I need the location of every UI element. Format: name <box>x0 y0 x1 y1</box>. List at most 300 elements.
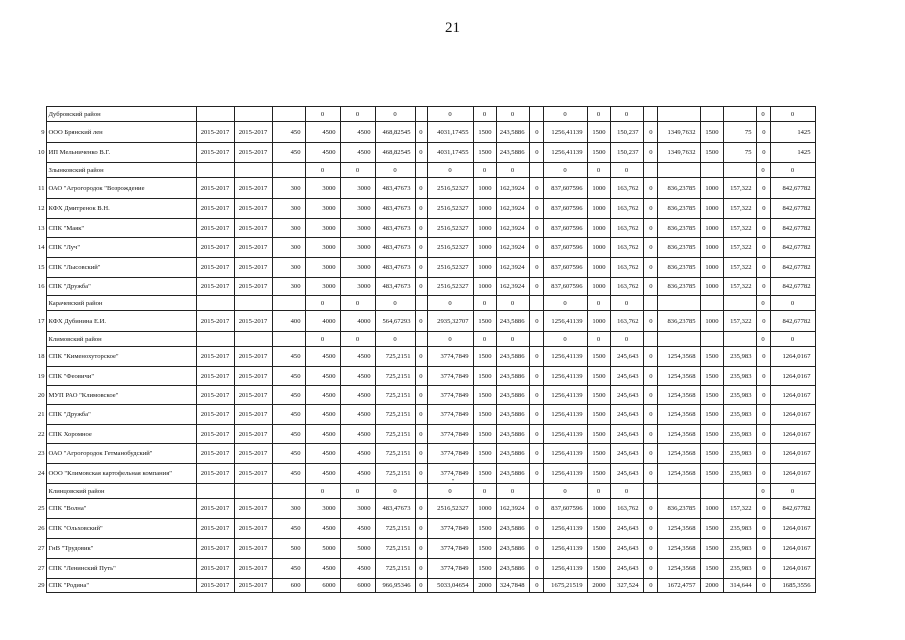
table-cell: 5000 <box>340 539 375 559</box>
row-number: 19 <box>37 372 45 380</box>
region-cell <box>657 296 700 311</box>
table-cell: 1500 <box>700 464 723 484</box>
table-cell: 0 <box>529 405 543 425</box>
table-cell: 1500 <box>587 444 610 464</box>
region-cell: 0 <box>375 163 415 178</box>
region-cell: 0 <box>496 332 529 347</box>
table-cell: 245,643 <box>610 425 643 444</box>
table-cell: 0 <box>415 311 427 332</box>
table-cell: 0 <box>529 464 543 484</box>
table-cell: 2015-2017 <box>234 444 272 464</box>
table-cell: 1500 <box>700 425 723 444</box>
table-cell: 2015-2017 <box>234 278 272 296</box>
table-cell: 0 <box>643 519 657 539</box>
table-cell: 235,983 <box>723 559 756 579</box>
table-cell: 2935,32707 <box>427 311 473 332</box>
table-cell: 1500 <box>700 559 723 579</box>
table-cell: 1256,41139 <box>543 425 587 444</box>
region-cell: 0 <box>305 296 340 311</box>
region-cell <box>272 296 305 311</box>
table-cell: 1349,7632 <box>657 143 700 163</box>
table-cell: 2015-2017 <box>196 238 234 258</box>
table-cell: 3000 <box>305 178 340 199</box>
region-cell: 0 <box>473 107 496 122</box>
table-cell: 235,983 <box>723 425 756 444</box>
region-cell <box>415 296 427 311</box>
table-cell: 1500 <box>700 143 723 163</box>
region-cell <box>723 484 756 499</box>
region-cell <box>643 296 657 311</box>
table-cell: 3774,7849 <box>427 519 473 539</box>
table-cell: 0 <box>643 539 657 559</box>
table-cell: 837,607596 <box>543 199 587 219</box>
region-cell <box>700 332 723 347</box>
table-cell: 300 <box>272 178 305 199</box>
table-cell: 157,322 <box>723 278 756 296</box>
table-cell: 1254,3568 <box>657 559 700 579</box>
table-cell: 0 <box>756 199 770 219</box>
table-cell: 0 <box>643 258 657 278</box>
region-cell <box>700 107 723 122</box>
table-cell: 2516,52327 <box>427 499 473 519</box>
table-cell: 1256,41139 <box>543 386 587 405</box>
table-cell: 162,3924 <box>496 499 529 519</box>
table-cell: 0 <box>756 219 770 238</box>
organization-name: ООО "Климовская картофельная компания" <box>46 464 196 484</box>
table-cell: 483,47673 <box>375 238 415 258</box>
table-cell: 0 <box>756 258 770 278</box>
table-cell: 1500 <box>473 367 496 386</box>
table-cell: 0 <box>756 405 770 425</box>
table-cell: 483,47673 <box>375 258 415 278</box>
table-cell: 836,23785 <box>657 311 700 332</box>
table-cell: 1256,41139 <box>543 559 587 579</box>
table-cell: 725,2151 <box>375 444 415 464</box>
table-cell: 450 <box>272 519 305 539</box>
table-cell: 3774,7849 <box>427 559 473 579</box>
region-cell: 0 <box>756 163 770 178</box>
table-cell: 0 <box>756 539 770 559</box>
table-cell: 0 <box>415 258 427 278</box>
table-cell: 1500 <box>473 519 496 539</box>
region-cell: 0 <box>473 296 496 311</box>
table-cell: 4500 <box>340 519 375 539</box>
table-cell: 1500 <box>700 367 723 386</box>
organization-name: ИП Мельниченко В.Г. <box>46 143 196 163</box>
table-cell: 150,237 <box>610 122 643 143</box>
table-cell: 1000 <box>700 311 723 332</box>
table-cell: 1500 <box>587 405 610 425</box>
table-cell: 1256,41139 <box>543 519 587 539</box>
table-cell: 163,762 <box>610 278 643 296</box>
table-cell: 163,762 <box>610 499 643 519</box>
region-cell <box>415 332 427 347</box>
table-cell: 450 <box>272 405 305 425</box>
table-cell: 1264,0167 <box>770 444 815 464</box>
table-cell: 300 <box>272 238 305 258</box>
table-cell: 0 <box>529 143 543 163</box>
table-cell: 1254,3568 <box>657 464 700 484</box>
table-row <box>12 278 815 296</box>
table-cell: 4500 <box>340 143 375 163</box>
table-cell: 1500 <box>587 464 610 484</box>
table-cell: 1000 <box>473 258 496 278</box>
table-cell: 0 <box>529 367 543 386</box>
table-cell: 3774,7849 <box>427 539 473 559</box>
table-cell: 2015-2017 <box>196 519 234 539</box>
table-cell: 0 <box>756 178 770 199</box>
table-cell: 2015-2017 <box>234 347 272 367</box>
table-cell: 4500 <box>305 464 340 484</box>
table-cell: 300 <box>272 278 305 296</box>
table-cell: 2015-2017 <box>234 238 272 258</box>
table-cell: 1256,41139 <box>543 347 587 367</box>
region-cell: 0 <box>543 107 587 122</box>
table-cell: 0 <box>529 178 543 199</box>
table-cell: 245,643 <box>610 464 643 484</box>
organization-name: СПК "Кименохуторское" <box>46 347 196 367</box>
region-cell: 0 <box>427 163 473 178</box>
table-cell: 1000 <box>473 199 496 219</box>
table-cell: 1000 <box>587 258 610 278</box>
table-cell: 157,322 <box>723 499 756 519</box>
region-cell: 0 <box>496 484 529 499</box>
organization-name: СПК "Феовичи" <box>46 367 196 386</box>
region-cell: 0 <box>770 163 815 178</box>
table-cell: 3000 <box>340 238 375 258</box>
region-cell: 0 <box>305 332 340 347</box>
region-cell: 0 <box>770 107 815 122</box>
region-cell <box>643 484 657 499</box>
region-cell: 0 <box>756 296 770 311</box>
region-cell <box>643 332 657 347</box>
row-number <box>12 107 46 122</box>
table-cell: 450 <box>272 367 305 386</box>
table-cell: 0 <box>415 425 427 444</box>
row-number: 21 <box>37 411 45 418</box>
table-cell: 2516,52327 <box>427 219 473 238</box>
region-cell: 0 <box>543 163 587 178</box>
organization-name: МУП РАО "Климовское" <box>46 386 196 405</box>
table-cell: 150,237 <box>610 143 643 163</box>
table-cell: 0 <box>529 425 543 444</box>
organization-name: СПК "Ленинский Путь" <box>46 559 196 579</box>
region-cell: 0 <box>587 332 610 347</box>
region-cell <box>196 484 234 499</box>
table-cell: 243,5886 <box>496 559 529 579</box>
table-cell: 0 <box>643 143 657 163</box>
table-cell: 0 <box>415 499 427 519</box>
table-cell: 2015-2017 <box>196 178 234 199</box>
region-cell: 0 <box>756 332 770 347</box>
table-cell: 450 <box>272 559 305 579</box>
table-cell: 2015-2017 <box>196 347 234 367</box>
table-cell: 2015-2017 <box>196 444 234 464</box>
table-cell: 243,5886 <box>496 367 529 386</box>
region-name: Клинцовский район <box>46 484 196 499</box>
region-name: Карачевский район <box>46 296 196 311</box>
table-cell: 243,5886 <box>496 464 529 484</box>
table-cell: 1000 <box>587 278 610 296</box>
region-cell <box>723 107 756 122</box>
table-row <box>12 238 815 258</box>
table-cell: 2015-2017 <box>234 199 272 219</box>
row-number: 27 <box>37 545 45 552</box>
table-cell: 1264,0167 <box>770 519 815 539</box>
region-cell <box>272 163 305 178</box>
table-cell: 0 <box>415 347 427 367</box>
region-cell: 0 <box>756 107 770 122</box>
table-cell: 0 <box>756 499 770 519</box>
table-cell: 0 <box>643 499 657 519</box>
region-cell: 0 <box>543 484 587 499</box>
table-cell: 842,67782 <box>770 258 815 278</box>
table-cell: 1256,41139 <box>543 539 587 559</box>
table-cell: 1000 <box>700 178 723 199</box>
table-cell: 157,322 <box>723 199 756 219</box>
table-cell: 725,2151 <box>375 367 415 386</box>
region-cell: 0 <box>427 332 473 347</box>
row-number: 15 <box>37 264 45 271</box>
table-cell: 300 <box>272 258 305 278</box>
table-cell: 2015-2017 <box>196 143 234 163</box>
row-number: 27 <box>37 565 45 572</box>
table-cell: 450 <box>272 386 305 405</box>
region-cell <box>272 484 305 499</box>
table-cell: 2015-2017 <box>196 122 234 143</box>
region-cell <box>234 107 272 122</box>
table-cell: 163,762 <box>610 258 643 278</box>
region-cell <box>196 107 234 122</box>
table-cell: 162,3924 <box>496 199 529 219</box>
table-cell: 1349,7632 <box>657 122 700 143</box>
table-cell: 243,5886 <box>496 444 529 464</box>
table-cell: 3000 <box>340 178 375 199</box>
region-cell <box>723 163 756 178</box>
table-cell: 564,67293 <box>375 311 415 332</box>
table-cell: 725,2151 <box>375 386 415 405</box>
table-cell: 1500 <box>587 519 610 539</box>
table-cell: 1254,3568 <box>657 386 700 405</box>
organization-name: СПК "Маяк" <box>46 219 196 238</box>
table-cell: 0 <box>415 405 427 425</box>
region-cell: 0 <box>375 296 415 311</box>
table-cell: 1264,0167 <box>770 367 815 386</box>
table-cell: 1000 <box>587 199 610 219</box>
table-cell: 162,3924 <box>496 219 529 238</box>
table-row <box>12 579 815 593</box>
table-cell: 3000 <box>340 278 375 296</box>
table-cell: 0 <box>643 122 657 143</box>
table-row <box>12 367 815 386</box>
table-cell: 2015-2017 <box>234 425 272 444</box>
organization-name: КФХ Дмитренок В.Н. <box>46 199 196 219</box>
table-cell: 0 <box>756 347 770 367</box>
table-cell: 2015-2017 <box>196 278 234 296</box>
table-cell: 4500 <box>305 367 340 386</box>
region-cell: 0 <box>587 163 610 178</box>
table-cell: 1254,3568 <box>657 519 700 539</box>
table-cell: 4031,17455 <box>427 143 473 163</box>
table-cell: 837,607596 <box>543 178 587 199</box>
table-cell: 3000 <box>340 219 375 238</box>
table-cell: 4000 <box>305 311 340 332</box>
table-cell: 0 <box>643 311 657 332</box>
table-cell: 1264,0167 <box>770 347 815 367</box>
row-number: 24 <box>37 470 45 477</box>
table-row <box>12 464 815 484</box>
region-cell <box>643 163 657 178</box>
table-cell: 500 <box>272 539 305 559</box>
row-number: 18 <box>37 353 45 360</box>
region-cell: 0 <box>427 107 473 122</box>
table-cell: 0 <box>529 238 543 258</box>
table-cell: 1000 <box>473 219 496 238</box>
table-cell: 4500 <box>305 519 340 539</box>
table-cell: 235,983 <box>723 519 756 539</box>
region-cell: 0 <box>473 484 496 499</box>
table-cell: 3000 <box>340 199 375 219</box>
region-cell: 0 <box>610 484 643 499</box>
table-row <box>12 178 815 199</box>
table-cell: 4000 <box>340 311 375 332</box>
table-cell: 243,5886 <box>496 405 529 425</box>
table-cell: 0 <box>643 199 657 219</box>
region-cell <box>529 332 543 347</box>
table-cell: 4500 <box>340 559 375 579</box>
table-row <box>12 347 815 367</box>
table-cell: 157,322 <box>723 238 756 258</box>
table-cell: 1000 <box>700 199 723 219</box>
region-cell: 0 <box>375 484 415 499</box>
region-cell <box>529 296 543 311</box>
organization-name: ОАО "Агрогородок "Возрождение <box>46 178 196 199</box>
table-cell: 2015-2017 <box>234 143 272 163</box>
region-cell: 0 <box>770 332 815 347</box>
table-cell: 0 <box>529 499 543 519</box>
region-cell: 0 <box>375 332 415 347</box>
region-cell: 0 <box>473 163 496 178</box>
table-row <box>12 539 815 559</box>
table-cell: 468,82545 <box>375 122 415 143</box>
table-cell: 0 <box>529 386 543 405</box>
region-cell: 0 <box>340 107 375 122</box>
table-cell: 725,2151 <box>375 464 415 484</box>
organization-name: ГнВ "Трудовик" <box>46 539 196 559</box>
region-name: Климовский район <box>46 332 196 347</box>
region-cell <box>234 484 272 499</box>
table-cell: 3774,7849 <box>427 386 473 405</box>
table-cell: 5033,04654 <box>427 579 473 593</box>
table-cell: 1425 <box>770 143 815 163</box>
table-cell: 0 <box>643 347 657 367</box>
table-cell: 1264,0167 <box>770 386 815 405</box>
region-name: Злынковский район <box>46 163 196 178</box>
table-cell: 1500 <box>700 444 723 464</box>
region-cell: 0 <box>305 163 340 178</box>
table-cell: 0 <box>756 143 770 163</box>
table-cell: 1000 <box>700 278 723 296</box>
table-cell: 483,47673 <box>375 278 415 296</box>
table-cell: 2015-2017 <box>234 499 272 519</box>
organization-name: СПК "Луч" <box>46 238 196 258</box>
table-cell: 0 <box>756 122 770 143</box>
table-cell: 245,643 <box>610 539 643 559</box>
table-cell: 1000 <box>700 238 723 258</box>
table-cell: 842,67782 <box>770 199 815 219</box>
table-cell: 0 <box>643 278 657 296</box>
table-row <box>12 519 815 539</box>
table-cell: 245,643 <box>610 386 643 405</box>
table-cell: 0 <box>756 559 770 579</box>
organization-name: СПК Хоромное <box>46 425 196 444</box>
table-cell: 2015-2017 <box>234 367 272 386</box>
table-cell: 2516,52327 <box>427 178 473 199</box>
region-cell: 0 <box>427 296 473 311</box>
row-number <box>12 484 46 499</box>
region-row <box>12 296 815 311</box>
table-cell: 2516,52327 <box>427 238 473 258</box>
table-cell: 1500 <box>473 347 496 367</box>
table-cell: 1425 <box>770 122 815 143</box>
table-cell: 1000 <box>587 219 610 238</box>
table-cell: 2015-2017 <box>234 219 272 238</box>
table-cell: 1256,41139 <box>543 367 587 386</box>
table-cell: 1500 <box>473 405 496 425</box>
table-cell: 1264,0167 <box>770 464 815 484</box>
table-cell: 450 <box>272 143 305 163</box>
table-cell: 725,2151 <box>375 559 415 579</box>
table-cell: 4500 <box>340 425 375 444</box>
organization-name: ОАО "Агрогородок Гетманобудский" <box>46 444 196 464</box>
page-number: 21 <box>445 20 460 36</box>
table-cell: 0 <box>415 278 427 296</box>
table-cell: 1000 <box>587 178 610 199</box>
region-row <box>12 484 815 499</box>
table-cell: 842,67782 <box>770 311 815 332</box>
table-cell: 3000 <box>305 238 340 258</box>
region-cell: 0 <box>375 107 415 122</box>
table-cell: 842,67782 <box>770 219 815 238</box>
table-cell: 0 <box>529 258 543 278</box>
table-cell: 243,5886 <box>496 539 529 559</box>
region-cell <box>196 163 234 178</box>
table-cell: 2015-2017 <box>234 519 272 539</box>
table-cell: 3774,7849 <box>427 367 473 386</box>
table-cell: 0 <box>415 143 427 163</box>
table-cell: 0 <box>415 367 427 386</box>
region-cell <box>272 332 305 347</box>
table-cell: 235,983 <box>723 539 756 559</box>
table-cell: 0 <box>529 559 543 579</box>
region-cell: 0 <box>587 296 610 311</box>
table-cell: 157,322 <box>723 219 756 238</box>
table-cell: 837,607596 <box>543 258 587 278</box>
table-cell: 235,983 <box>723 367 756 386</box>
table-cell: 1254,3568 <box>657 444 700 464</box>
region-cell: 0 <box>340 332 375 347</box>
region-cell <box>643 107 657 122</box>
organization-name: СПК "Дружба" <box>46 405 196 425</box>
table-cell: 235,983 <box>723 386 756 405</box>
table-cell: 0 <box>529 219 543 238</box>
organization-name: КФХ Дубинина Е.И. <box>46 311 196 332</box>
region-cell: 0 <box>496 296 529 311</box>
table-cell: 1264,0167 <box>770 559 815 579</box>
table-cell: 163,762 <box>610 219 643 238</box>
table-cell: 2015-2017 <box>234 122 272 143</box>
table-cell: 0 <box>415 122 427 143</box>
